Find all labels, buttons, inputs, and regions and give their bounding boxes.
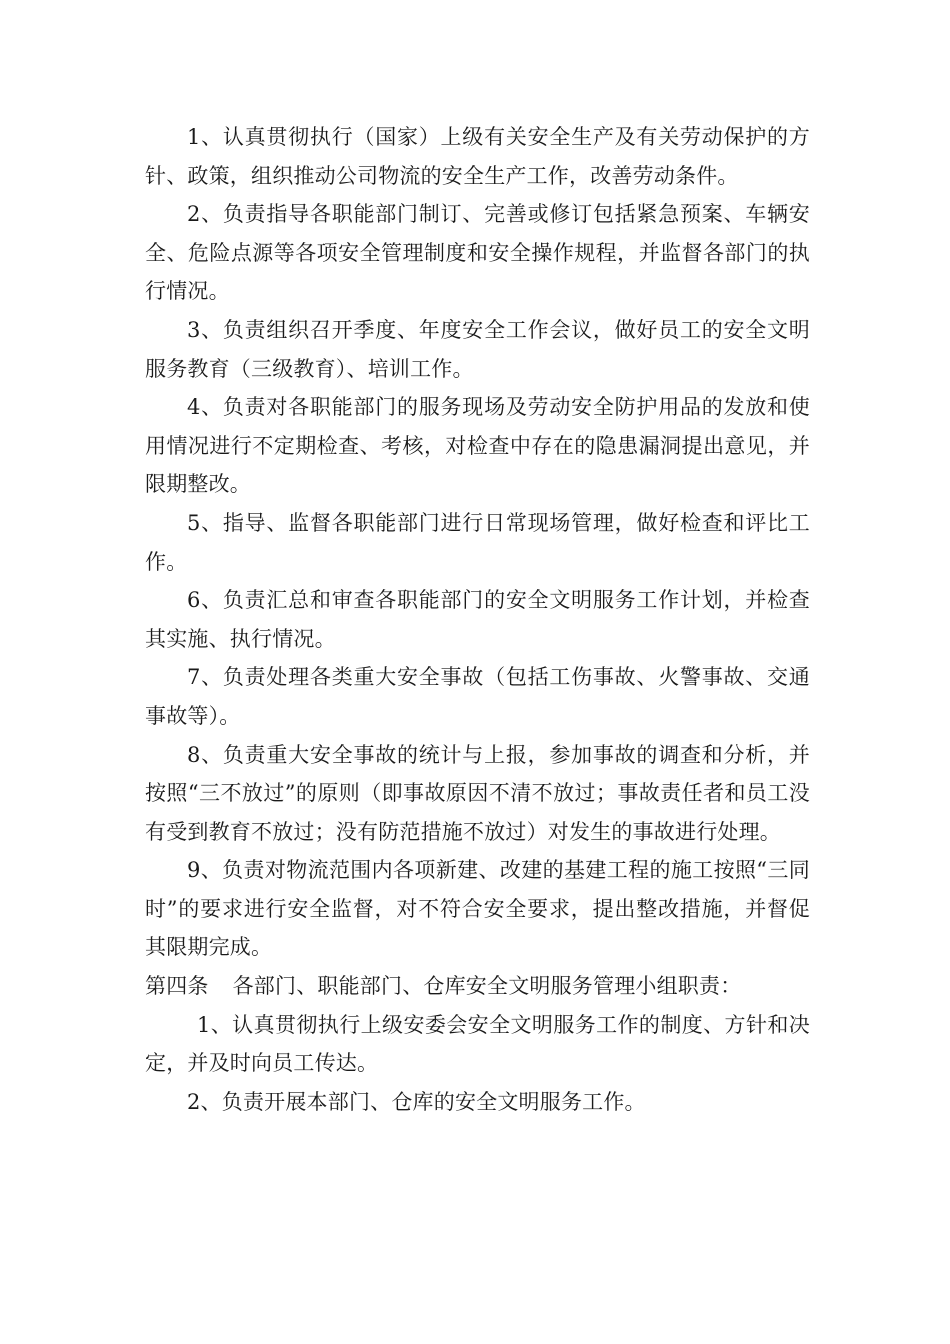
section4-article-number: 第四条: [145, 974, 209, 999]
section3-item-6: 6、负责汇总和审查各职能部门的安全文明服务工作计划，并检查其实施、执行情况。: [145, 588, 810, 651]
section4-title: 各部门、职能部门、仓库安全文明服务管理小组职责：: [232, 974, 742, 999]
section3-item-8: 8、负责重大安全事故的统计与上报，参加事故的调查和分析，并按照“三不放过”的原则（即事故原因不清不放过；事故责任者和员工没有受到教育不放过；没有防范措施不放过）对发生的事故进行处理。: [145, 742, 810, 844]
section3-item-9: 9、负责对物流范围内各项新建、改建的基建工程的施工按照“三同时”的要求进行安全监督，对不符合安全要求，提出整改措施，并督促其限期完成。: [145, 858, 810, 960]
section3-item-2: 2、负责指导各职能部门制订、完善或修订包括紧急预案、车辆安全、危险点源等各项安全管理制度和安全操作规程，并监督各部门的执行情况。: [145, 202, 810, 304]
document-body: [145, 118, 810, 1121]
section3-item-3: 3、负责组织召开季度、年度安全工作会议，做好员工的安全文明服务教育（三级教育）、培训工作。: [145, 317, 810, 381]
section3-item-5: 5、指导、监督各职能部门进行日常现场管理，做好检查和评比工作。: [145, 510, 810, 574]
section3-item-7: 7、负责处理各类重大安全事故（包括工伤事故、火警事故、交通事故等）。: [145, 665, 810, 728]
section4-heading: [145, 967, 810, 1006]
section4-item-2: 2、负责开展本部门、仓库的安全文明服务工作。: [187, 1089, 646, 1114]
section3-item-1: 1、认真贯彻执行（国家）上级有关安全生产及有关劳动保护的方针、政策，组织推动公司物流的安全生产工作，改善劳动条件。: [145, 125, 810, 188]
section4-item-1: 1、认真贯彻执行上级安委会安全文明服务工作的制度、方针和决定，并及时向员工传达。: [145, 1012, 810, 1076]
section3-item-4: 4、负责对各职能部门的服务现场及劳动安全防护用品的发放和使用情况进行不定期检查、考核，对检查中存在的隐患漏洞提出意见，并限期整改。: [145, 395, 810, 497]
